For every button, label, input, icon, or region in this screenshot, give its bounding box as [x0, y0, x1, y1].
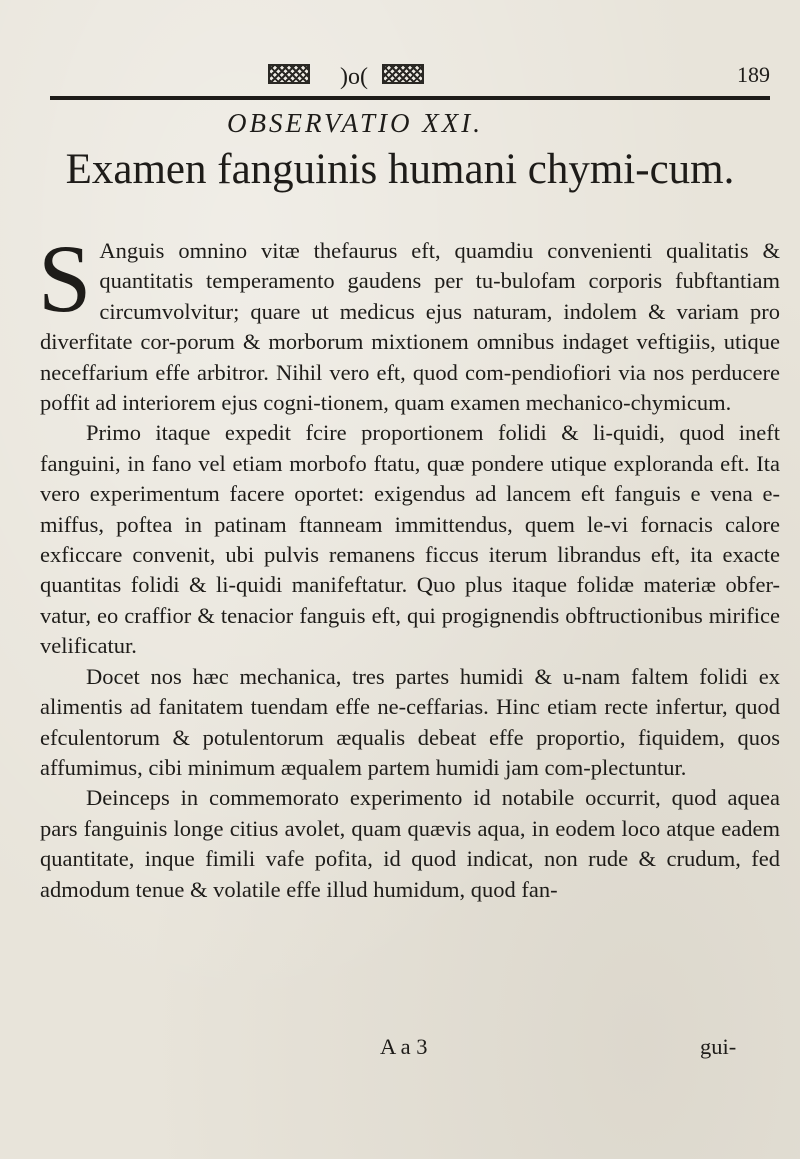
body-text	[38, 225, 780, 905]
signature-mark: A a 3	[380, 1034, 428, 1059]
ornament-block-left	[268, 64, 310, 90]
drop-cap: S	[38, 225, 92, 332]
header-rule	[50, 96, 770, 100]
observation-title: OBSERVATIO XXI.	[227, 108, 483, 138]
paragraph-1	[38, 225, 780, 418]
catchword: gui-	[700, 1034, 737, 1059]
page-header	[0, 58, 800, 98]
paragraph-1-text: Anguis omnino vitæ thefaurus eft, quamdiu convenienti qualitatis & quantitatis temperamento gaudens per tu-bulofam corporis fubftantiam circumvolvitur; quare ut medicus ejus naturam, indolem & variam pro diverfitate cor-porum & morborum mixtionem omnibus indaget veftigiis, utique neceffarium effe arbitror. Nihil vero eft, quod com-pendiofiori via nos perducere poffit ad interiorem ejus cogni-tionem, quam examen mechanico-chymicum.	[40, 238, 780, 416]
main-title: Examen fanguinis humani chymi-cum.	[65, 146, 735, 193]
paragraph-3: Docet nos hæc mechanica, tres partes humidi & u-nam faltem folidi ex alimentis ad fanitatem tuendam effe ne-ceffarias. Hinc etiam recte infertur, quod efculentorum & potulentorum æqualis debeat effe proportio, fiquidem, quos affumimus, cibi minimum æqualem partem humidi jam com-plectuntur.	[40, 663, 780, 780]
header-ornament: )o(	[340, 64, 368, 90]
paragraph-2: Primo itaque expedit fcire proportionem folidi & li-quidi, quod ineft fanguini, in fano vel etiam morbofo ftatu, quæ pondere utique exploranda eft. Ita vero experimentum facere oportet: exigendus ad lancem eft fanguis e vena e-miffus, poftea in patinam ftanneam immittendus, quem le-vi fornacis calore exficcare convenit, ubi pulvis remanens ficcus iterum librandus eft, ita exacte quantitas folidi & li-quidi manifeftatur. Quo plus itaque folidæ materiæ obfer-vatur, eo craffior & tenacior fanguis eft, qui progignendis obftructionibus mirifice velificatur.	[40, 420, 780, 659]
page-number: 189	[737, 62, 770, 87]
ornament-block-right	[382, 64, 424, 90]
paragraph-4: Deinceps in commemorato experimento id notabile occurrit, quod aquea pars fanguinis longe citius avolet, quam quævis aqua, in eodem loco atque eadem quantitate, inque fimili vafe pofita, id quod indicat, non rude & crudum, fed admodum tenue & volatile effe illud humidum, quod fan-	[40, 785, 780, 902]
